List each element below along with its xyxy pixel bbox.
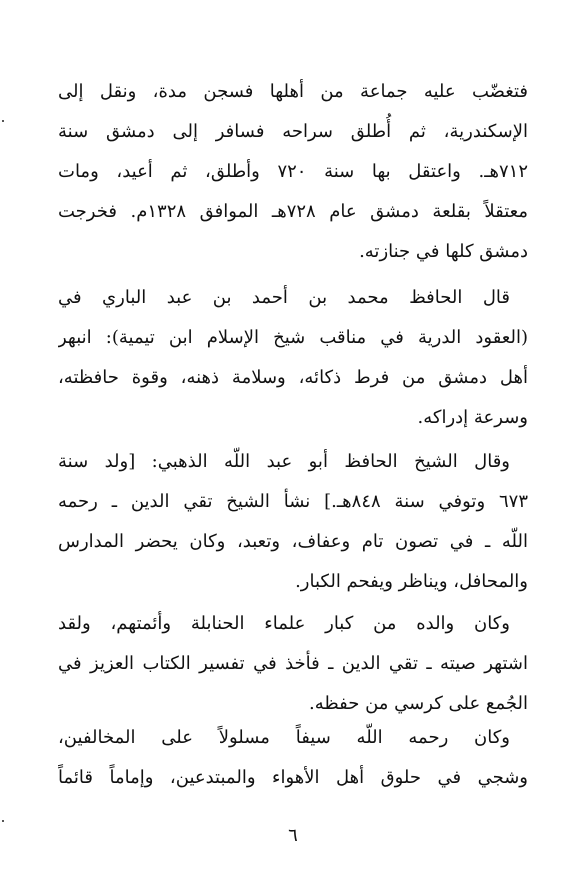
text-line: وقال الشيخ الحافظ أبو عبد اللّه الذهبي: [ولد سنة xyxy=(58,451,510,472)
paragraph-3 xyxy=(58,442,528,602)
text-line: (العقود الدرية في مناقب شيخ الإسلام ابن تيمية): انبهر xyxy=(58,327,528,348)
scan-speck xyxy=(2,120,4,122)
page-number: ٦ xyxy=(288,825,298,846)
paragraph-1 xyxy=(58,72,528,272)
text-line: والمحافل، ويناظر ويفحم الكبار. xyxy=(295,571,528,592)
paragraph-5 xyxy=(58,718,528,798)
text-line: قال الحافظ محمد بن أحمد بن عبد الباري في xyxy=(58,287,510,308)
paragraph-4 xyxy=(58,604,528,724)
text-line: وسرعة إدراكه. xyxy=(417,407,528,428)
text-line: الجُمع على كرسي من حفظه. xyxy=(309,693,528,714)
scan-speck xyxy=(2,820,4,822)
text-line: وكان رحمه اللّه سيفاً مسلولاً على المخالفين، xyxy=(58,727,510,748)
text-line: ٦٧٣ وتوفي سنة ٨٤٨هـ.] نشأ الشيخ تقي الدين ـ رحمه xyxy=(58,491,528,512)
text-line: اللّه ـ في تصون تام وعفاف، وتعبد، وكان يحضر المدارس xyxy=(58,531,528,552)
text-line: ٧١٢هـ. واعتقل بها سنة ٧٢٠ وأطلق، ثم أعيد، ومات xyxy=(58,161,528,182)
text-line: دمشق كلها في جنازته. xyxy=(359,241,528,262)
paragraph-2 xyxy=(58,278,528,438)
text-line: الإسكندرية، ثم أُطلق سراحه فسافر إلى دمشق سنة xyxy=(58,121,528,142)
text-line: أهل دمشق من فرط ذكائه، وسلامة ذهنه، وقوة حافظته، xyxy=(58,367,528,388)
text-line: وشجي في حلوق أهل الأهواء والمبتدعين، وإماماً قائماً xyxy=(58,767,528,788)
text-line: اشتهر صيته ـ تقي الدين ـ فأخذ في تفسير الكتاب العزيز في xyxy=(58,653,528,674)
text-line: وكان والده من كبار علماء الحنابلة وأئمتهم، ولقد xyxy=(58,613,510,634)
text-line: فتغضّب عليه جماعة من أهلها فسجن مدة، ونقل إلى xyxy=(58,81,528,102)
text-line: معتقلاً بقلعة دمشق عام ٧٢٨هـ الموافق ١٣٢٨م. فخرجت xyxy=(58,201,528,222)
